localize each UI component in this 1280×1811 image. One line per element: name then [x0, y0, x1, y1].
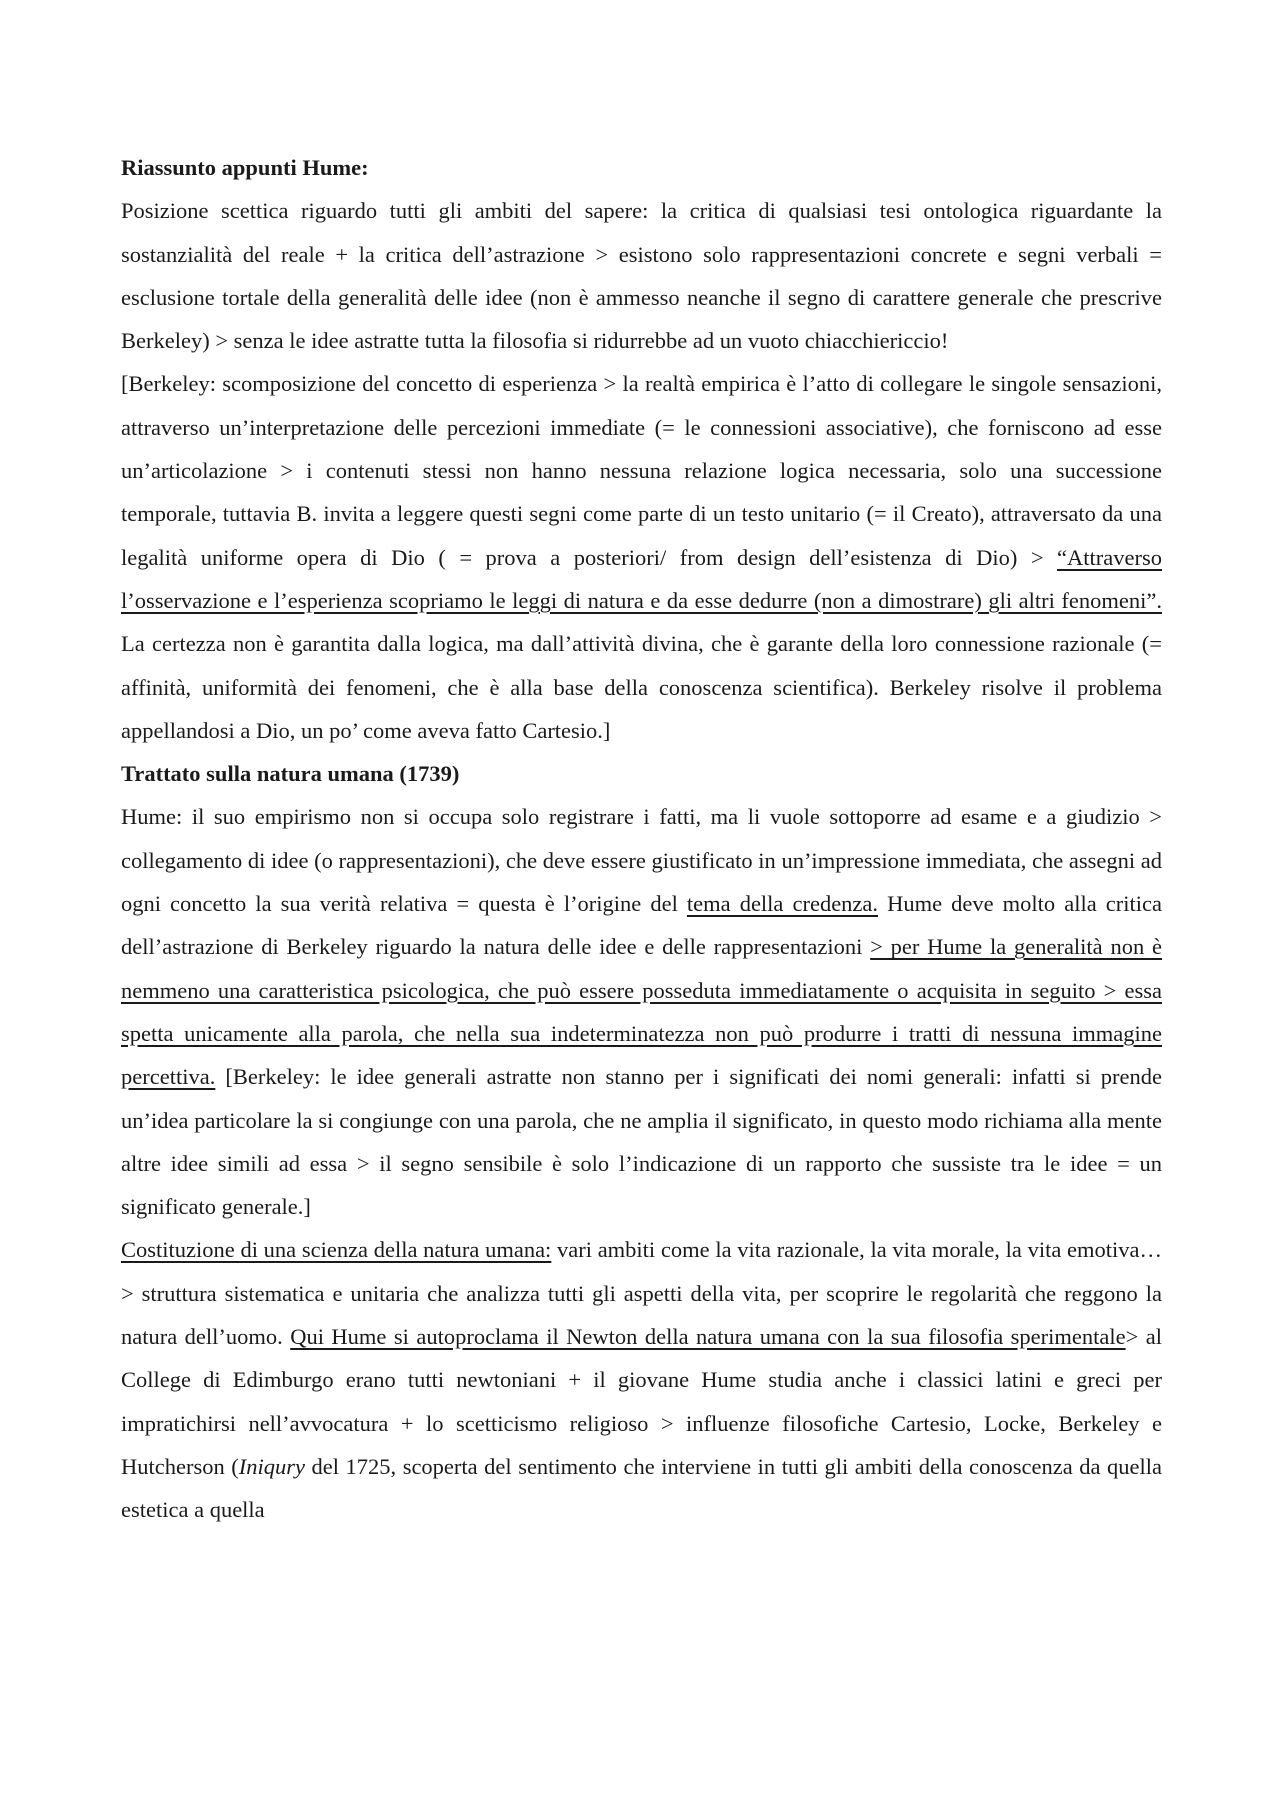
document-title: Riassunto appunti Hume: — [121, 155, 369, 180]
paragraph-berkeley — [121, 362, 1162, 752]
credenza-underlined: tema della credenza. — [686, 891, 879, 917]
scienza-text-c: del 1725, scoperta del sentimento che interviene in tutti gli ambiti della conoscenza da quella estetica a quella — [121, 1453, 1162, 1523]
section-heading-trattato: Trattato sulla natura umana (1739) — [121, 761, 460, 787]
berkeley-text-b: La certezza non è garantita dalla logica, ma dall’attività divina, che è garante della loro connessione razionale (= affinità, uniformità dei fenomeni, che è alla base della conoscenza scientifica). Berkeley risolve il problema appellandosi a Dio, un po’ come aveva fatto Cartesio.] — [121, 631, 1162, 743]
berkeley-text-a: [Berkeley: scomposizione del concetto di esperienza > la realtà empirica è l’atto di collegare le singole sensazioni, attraverso un’interpretazione delle percezioni immediate (= le connessioni associative), che forniscono ad esse un’articolazione > i contenuti stessi non hanno nessuna relazione logica necessaria, solo una successione temporale, tuttavia B. invita a leggere questi segni come parte di un testo unitario (= il Creato), attraversato da una legalità uniforme opera di Dio ( = prova a posteriori/ from design dell’esistenza di Dio) > — [121, 371, 1162, 570]
paragraph-intro: Posizione scettica riguardo tutti gli ambiti del sapere: la critica di qualsiasi tesi ontologica riguardante la sostanzialità del reale + la critica dell’astrazione > esistono solo rappresentazioni concrete e segni verbali = esclusione tortale della generalità delle idee (non è ammesso neanche il segno di carattere generale che prescrive Berkeley) > senza le idee astratte tutta la filosofia si ridurrebbe ad un vuoto chiacchiericcio! — [121, 198, 1162, 354]
berkeley-quote-underlined: “Attraverso l’osservazione e l’esperienza scopriamo le leggi di natura e da esse dedurre (non a dimostrare) gli altri fenomeni”. — [121, 544, 1162, 613]
scienza-text-b: > al College di Edimburgo erano tutti newtoniani + il giovane Hume studia anche i classici latini e greci per impratichirsi nell’avvocatura + lo scetticismo religioso > influenze filosofiche Cartesio, Locke, Berkeley e Hutcherson ( — [121, 1324, 1162, 1479]
generalita-underlined: > per Hume la generalità non è nemmeno una caratteristica psicologica, che può essere posseduta immediatamente o acquisita in seguito > essa spetta unicamente alla parola, che nella sua indeterminatezza non può produrre i tratti di nessuna immagine percettiva. — [121, 934, 1162, 1090]
newton-underlined: Qui Hume si autoproclama il Newton della natura umana con la sua filosofia sperimentale — [290, 1324, 1126, 1350]
hume-text-c: [Berkeley: le idee generali astratte non stanno per i significati dei nomi generali: infatti si prende un’idea particolare la si congiunge con una parola, che ne amplia il significato, in questo modo richiama alla mente altre idee simili ad essa > il segno sensibile è solo l’indicazione di un rapporto che sussiste tra le idee = un significato generale.] — [121, 1064, 1162, 1220]
paragraph-hume-empirismo — [121, 795, 1162, 1228]
iniqury-italic: Iniqury — [238, 1453, 305, 1479]
scienza-text-a: vari ambiti come la vita razionale, la vita morale, la vita emotiva… > struttura sistematica e unitaria che analizza tutti gli aspetti della vita, per scoprire le regolarità che reggono la natura dell’uomo. — [121, 1237, 1162, 1350]
scienza-heading-underlined: Costituzione di una scienza della natura umana: — [121, 1237, 552, 1263]
document-page — [121, 146, 1162, 1532]
hume-text-a: Hume: il suo empirismo non si occupa solo registrare i fatti, ma li vuole sottoporre ad esame e a giudizio > collegamento di idee (o rappresentazioni), che deve essere giustificato in un’impressione immediata, che assegni ad ogni concetto la sua verità relativa = questa è l’origine del — [121, 804, 1162, 917]
hume-text-b: Hume deve molto alla critica dell’astrazione di Berkeley riguardo la natura delle idee e delle rappresentazioni — [121, 891, 1162, 960]
paragraph-scienza-natura-umana — [121, 1228, 1162, 1531]
